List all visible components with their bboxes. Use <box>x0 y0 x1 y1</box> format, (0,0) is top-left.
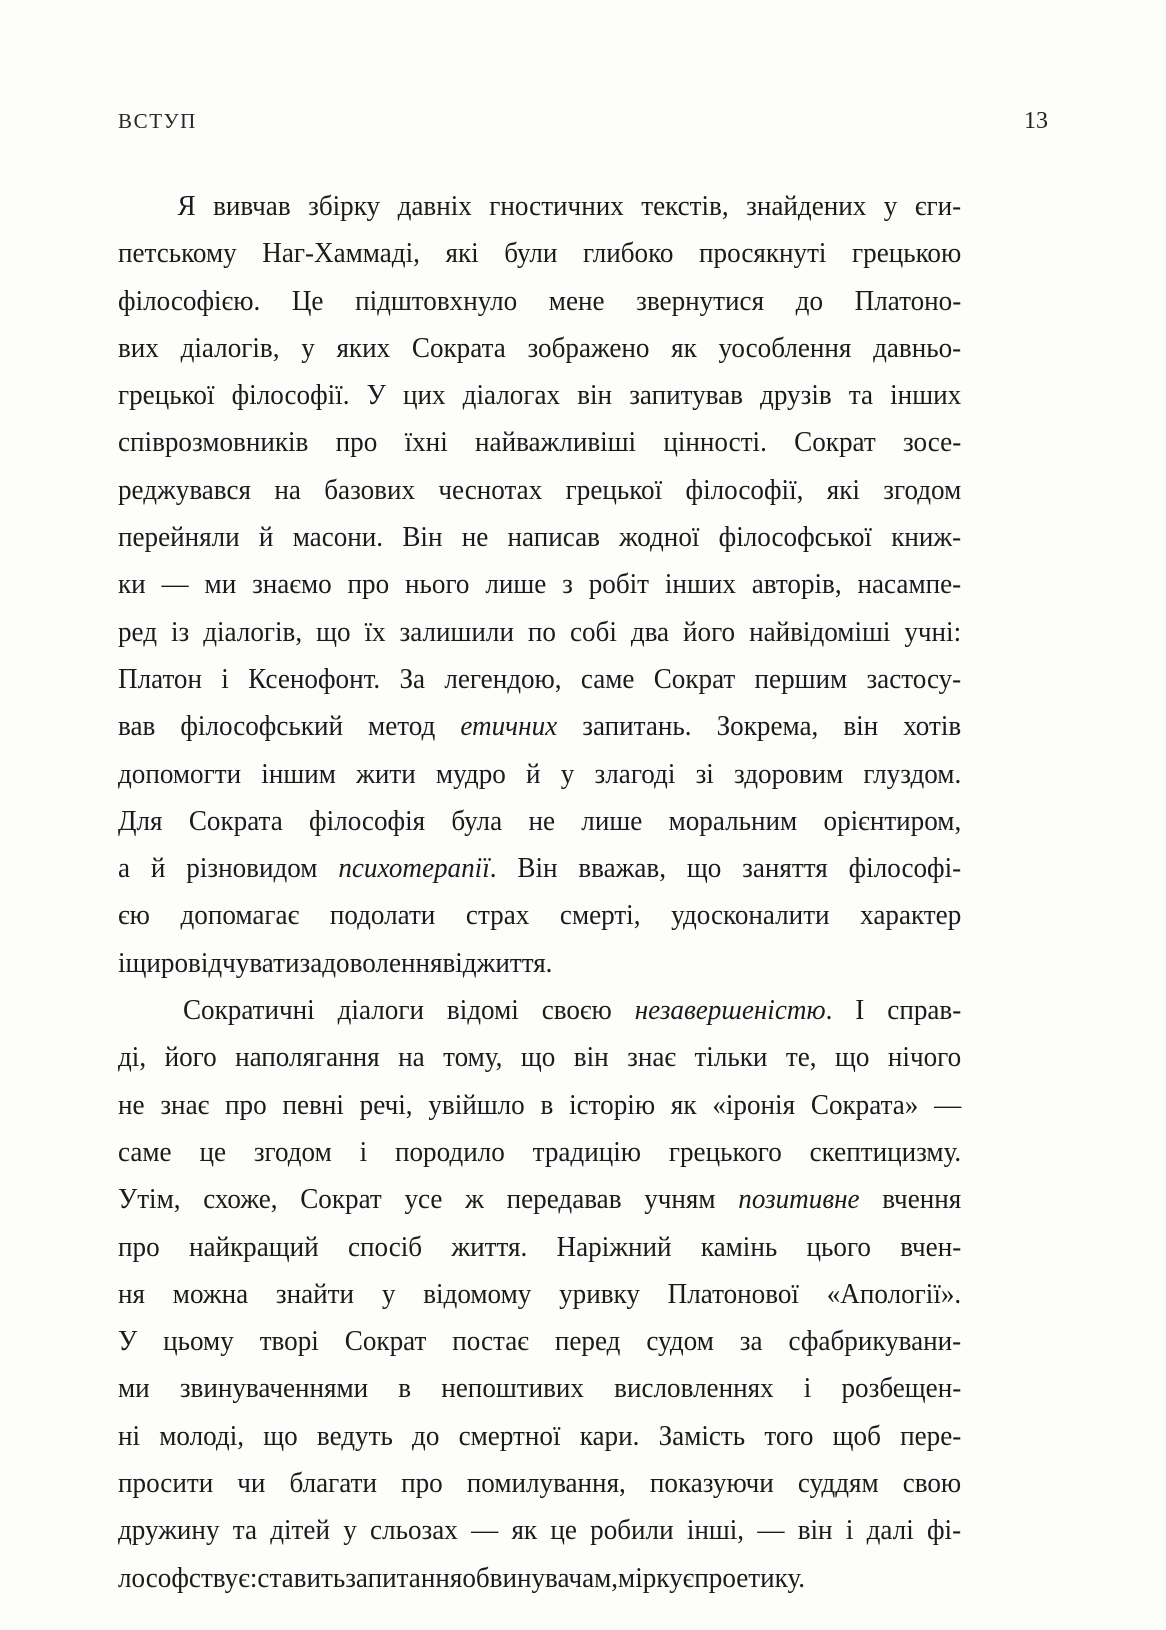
page-number: 13 <box>1024 108 1048 134</box>
text-line: петському Наг-Хаммаді, які були глибоко просякнуті грецькою <box>118 238 962 270</box>
text-line: У цьому творі Сократ постає перед судом за сфабрикувани- <box>118 1326 962 1358</box>
text-line: а й різновидом психотерапії. Він вважав, що заняття філософі- <box>118 853 962 885</box>
text-line: філософією. Це підштовхнуло мене звернутися до Платоно- <box>118 285 962 317</box>
text-line: ми звинуваченнями в непоштивих висловленнях і розбещен- <box>118 1373 962 1405</box>
text-line: грецької філософії. У цих діалогах він запитував друзів та інших <box>118 380 962 412</box>
running-head <box>118 108 1048 140</box>
running-head-title: ВСТУП <box>118 109 197 133</box>
text-line: ді, його наполягання на тому, що він знає тільки те, що нічого <box>118 1042 962 1074</box>
text-line: про найкращий спосіб життя. Наріжний камінь цього вчен- <box>118 1231 962 1263</box>
text-line: саме це згодом і породило традицію грецького скептицизму. <box>118 1136 962 1168</box>
text-line: просити чи благати про помилування, показуючи суддям свою <box>118 1468 962 1500</box>
text-block <box>118 183 961 1602</box>
text-line: перейняли й масони. Він не написав жодної філософської книж- <box>118 522 962 554</box>
text-line: допомогти іншим жити мудро й у злагоді зі здоровим глуздом. <box>118 758 962 790</box>
text-line: реджувався на базових чеснотах грецької філософії, які згодом <box>118 474 962 506</box>
text-line: Для Сократа філософія була не лише моральним орієнтиром, <box>118 805 962 837</box>
text-line: ки — ми знаємо про нього лише з робіт інших авторів, насампе- <box>118 569 962 601</box>
text-line: ред із діалогів, що їх залишили по собі два його найвідоміші учні: <box>118 616 962 648</box>
paragraph-2 <box>118 987 961 1602</box>
text-line: Я вивчав збірку давніх гностичних текстів, знайдених у єги- <box>177 191 962 222</box>
text-line: дружину та дітей у сльозах — як це робили інші, — він і далі фі- <box>118 1515 962 1547</box>
text-line: Сократичні діалоги відомі своєю незавершеністю. І справ- <box>182 995 962 1027</box>
text-line: Платон і Ксенофонт. За легендою, саме Сократ першим застосу- <box>118 663 962 695</box>
text-line: ні молоді, що ведуть до смертної кари. Замість того щоб пере- <box>118 1420 962 1452</box>
text-line: вих діалогів, у яких Сократа зображено як уособлення давньо- <box>118 332 962 364</box>
paragraph-1 <box>118 183 961 987</box>
text-line: іщировідчуватизадоволеннявіджиття. <box>118 947 553 979</box>
text-line: вав філософський метод етичних запитань. Зокрема, він хотів <box>118 711 962 743</box>
text-line: ня можна знайти у відомому уривку Платонової «Апології». <box>118 1278 962 1310</box>
text-line: співрозмовників про їхні найважливіші цінності. Сократ зосе- <box>118 427 962 459</box>
text-line: не знає про певні речі, увійшло в історію як «іронія Сократа» — <box>118 1089 962 1121</box>
text-line: єю допомагає подолати страх смерті, удосконалити характер <box>118 900 962 932</box>
text-line: лософствує:ставитьзапитанняобвинувачам,міркуєпроетику. <box>118 1562 806 1594</box>
text-line: Утім, схоже, Сократ усе ж передавав учням позитивне вчення <box>118 1184 962 1216</box>
